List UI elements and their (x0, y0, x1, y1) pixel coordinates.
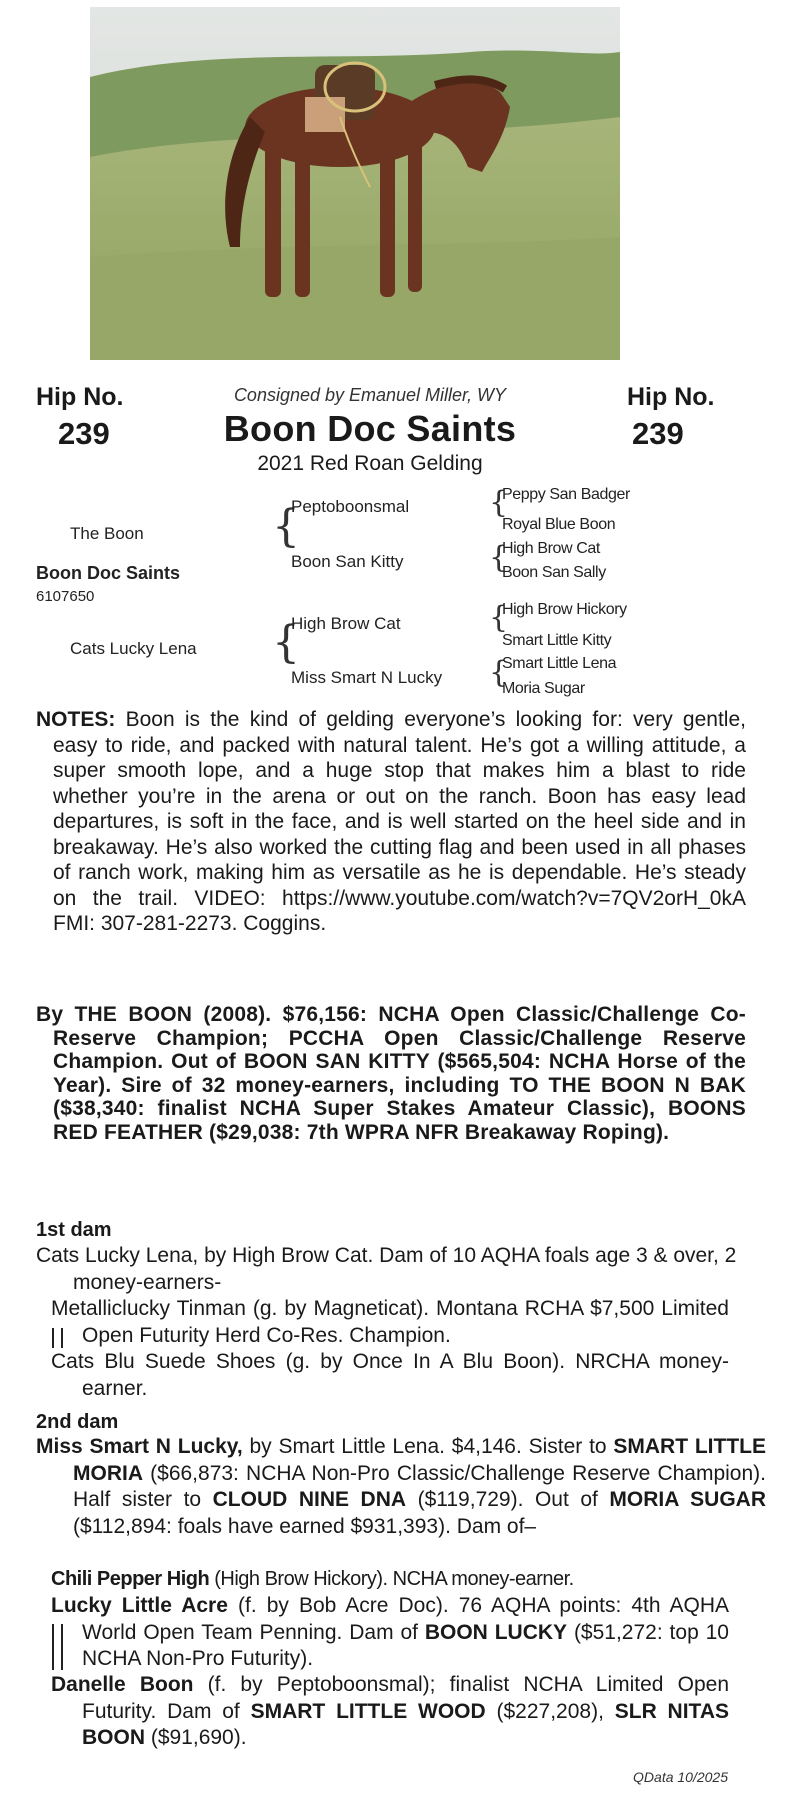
produce-body (51, 1672, 729, 1752)
second-dam-produce-3 (51, 1672, 729, 1752)
bold-run: BOON LUCKY (424, 1620, 568, 1644)
first-dam-heading: 1st dam (36, 1219, 112, 1241)
brace-g3: { (489, 540, 509, 575)
hip-label-left: Hip No. (36, 383, 124, 411)
brace-dam: { (272, 617, 300, 668)
pedigree-g6: Smart Little Kitty (502, 632, 612, 649)
first-dam-produce-1 (51, 1296, 729, 1349)
pedigree-g3: High Brow Cat (502, 540, 600, 557)
produce-name: Danelle Boon (51, 1673, 194, 1696)
produce-name: Lucky Little Acre (51, 1594, 228, 1617)
second-dam-produce-2 (51, 1593, 729, 1673)
produce-name: Chili Pepper High (51, 1568, 210, 1590)
hip-label-right: Hip No. (627, 383, 715, 411)
text-run: by Smart Little Lena. $4,146. Sister to (242, 1435, 614, 1458)
pedigree-dam-dam: Miss Smart N Lucky (291, 668, 443, 687)
text-run: ($119,729). Out of (406, 1488, 610, 1511)
text-run: ($112,894: foals have earned $931,393). Dam of– (73, 1514, 537, 1538)
notes-paragraph (36, 707, 746, 937)
horse-photo (90, 7, 620, 360)
produce-body (51, 1593, 729, 1673)
sire-summary: By THE BOON (2008). $76,156: NCHA Open Classic/Challenge Co-Reserve Champion; PCCHA Open Classic/Challenge Reserve Champion. Out of BOON SAN KITTY ($565,504: NCHA Horse of the Year). Sire of 32 money-earners, including TO THE BOON N BAK ($38,340: finalist NCHA Super Stakes Amateur Classic), BOONS RED FEATHER ($29,038: 7th WPRA NFR Breakaway Roping). (36, 1003, 746, 1144)
qdata-footer: QData 10/2025 (633, 1769, 728, 1785)
bold-run: MORIA SUGAR (609, 1488, 766, 1511)
second-dam-name: Miss Smart N Lucky, (36, 1435, 243, 1458)
pedigree-dam: Cats Lucky Lena (70, 639, 197, 658)
second-dam-produce-1 (51, 1566, 729, 1593)
horse-name: Boon Doc Saints (223, 408, 517, 449)
second-dam-paragraph (36, 1434, 766, 1540)
pedigree-g8: Moria Sugar (502, 680, 585, 697)
pedigree-g1: Peppy San Badger (502, 486, 630, 503)
bold-run: SLR NITAS BOON (82, 1699, 729, 1749)
text-run: ($51,272: top 10 NCHA Non-Pro Futurity). (82, 1620, 729, 1670)
pedigree-horse: Boon Doc Saints (36, 563, 181, 583)
hip-number-right: 239 (632, 416, 684, 451)
produce-text: Metalliclucky Tinman (g. by Magneticat). Montana RCHA $7,500 Limited Open Futurity Herd Co-Res. Champion. (51, 1297, 729, 1347)
text-run: (High Brow Hickory). NCHA money-earner. (209, 1568, 574, 1590)
horse-description: 2021 Red Roan Gelding (257, 452, 483, 475)
notes-text: Boon is the kind of gelding everyone’s looking for: very gentle, easy to ride, and packed with natural talent. He’s got a willing attitude, a super smooth lope, and a huge stop that makes him a blast to ride whether you’re in the arena or out on the ranch. Boon has easy lead departures, is soft in the face, and is well started on the heel side and in breakaway. He’s also worked the cutting flag and been used in all phases of ranch work, making him as versatile as he is dependable. He’s steady on the trail. VIDEO: https://www.youtube.com/watch?v=7QV2orH_0kA FMI: 307-281-2273. Coggins. (53, 708, 746, 935)
pedigree-sire-sire: Peptoboonsmal (291, 497, 410, 516)
consignor-line: Consigned by Emanuel Miller, WY (233, 385, 507, 405)
pedigree-sire-dam: Boon San Kitty (291, 552, 404, 571)
bold-run: SMART LITTLE WOOD (250, 1699, 486, 1723)
text-run: (f. by Peptoboonsmal); finalist NCHA Limited Open Futurity. Dam of (82, 1673, 729, 1723)
pedigree-sire: The Boon (70, 524, 144, 543)
pedigree-registration: 6107650 (36, 588, 95, 605)
text-run: ($91,690). (145, 1726, 247, 1749)
pedigree-g4: Boon San Sally (502, 564, 606, 581)
first-dam-produce-2 (51, 1349, 729, 1402)
pedigree-dam-sire: High Brow Cat (291, 614, 401, 633)
bold-run: SMART LITTLE MORIA (73, 1435, 766, 1485)
brace-g1: { (489, 485, 509, 520)
notes-label: NOTES: (36, 708, 116, 731)
pedigree-g2: Royal Blue Boon (502, 516, 616, 533)
brace-g7: { (489, 655, 509, 690)
hip-number-left: 239 (58, 416, 110, 451)
pedigree-g5: High Brow Hickory (502, 601, 627, 618)
produce-text: Cats Blu Suede Shoes (g. by Once In A Blu Boon). NRCHA money-earner. (51, 1350, 729, 1400)
text-run: (f. by Bob Acre Doc). 76 AQHA points: 4th AQHA World Open Team Penning. Dam of (82, 1594, 729, 1644)
text-run: ($227,208), (485, 1699, 615, 1723)
text-run: ($66,873: NCHA Non-Pro Classic/Challenge Reserve Champion). Half sister to (73, 1461, 766, 1511)
brace-g5: { (489, 600, 509, 635)
pedigree-g7: Smart Little Lena (502, 655, 617, 672)
second-dam-heading: 2nd dam (36, 1411, 119, 1433)
first-dam-intro: Cats Lucky Lena, by High Brow Cat. Dam of 10 AQHA foals age 3 & over, 2 money-earners- (36, 1244, 737, 1294)
bold-run: CLOUD NINE DNA (212, 1488, 407, 1511)
brace-sire: { (272, 501, 300, 552)
